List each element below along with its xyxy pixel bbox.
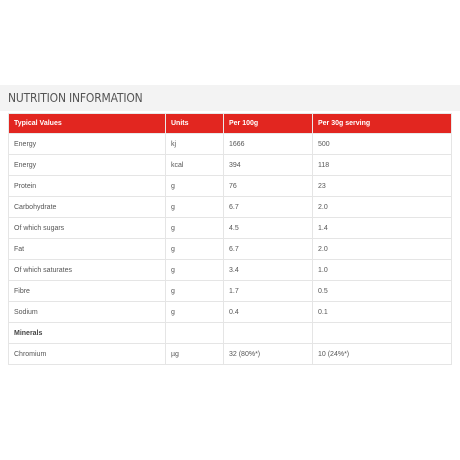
header-units: Units [166, 114, 224, 134]
cell-per-serving: 2.0 [313, 197, 452, 218]
cell-nutrient: Carbohydrate [9, 197, 166, 218]
cell-unit: g [166, 218, 224, 239]
cell-unit: kcal [166, 155, 224, 176]
cell-unit: µg [166, 344, 224, 365]
cell-per-100g: 3.4 [224, 260, 313, 281]
cell-unit [166, 323, 224, 344]
cell-nutrient: Energy [9, 155, 166, 176]
cell-per-serving: 0.1 [313, 302, 452, 323]
cell-nutrient: Of which sugars [9, 218, 166, 239]
table-row [9, 218, 452, 239]
table-row [9, 281, 452, 302]
cell-per-serving: 1.0 [313, 260, 452, 281]
cell-per-100g: 32 (80%*) [224, 344, 313, 365]
cell-per-100g: 4.5 [224, 218, 313, 239]
cell-unit: g [166, 176, 224, 197]
table-header-row [9, 114, 452, 134]
cell-unit: g [166, 239, 224, 260]
table-row [9, 302, 452, 323]
header-per-serving: Per 30g serving [313, 114, 452, 134]
cell-per-serving: 1.4 [313, 218, 452, 239]
cell-unit: kj [166, 134, 224, 155]
cell-unit: g [166, 281, 224, 302]
table-row [9, 134, 452, 155]
cell-nutrient: Chromium [9, 344, 166, 365]
cell-per-100g: 1.7 [224, 281, 313, 302]
cell-per-serving: 500 [313, 134, 452, 155]
cell-per-serving: 10 (24%*) [313, 344, 452, 365]
cell-unit: g [166, 197, 224, 218]
page-title: NUTRITION INFORMATION [8, 90, 143, 105]
cell-per-100g: 6.7 [224, 239, 313, 260]
table-row [9, 197, 452, 218]
cell-section-label: Minerals [9, 323, 166, 344]
cell-unit: g [166, 302, 224, 323]
table-row [9, 155, 452, 176]
cell-per-serving: 2.0 [313, 239, 452, 260]
cell-unit: g [166, 260, 224, 281]
cell-per-100g: 1666 [224, 134, 313, 155]
cell-per-serving: 0.5 [313, 281, 452, 302]
header-per-100g: Per 100g [224, 114, 313, 134]
cell-nutrient: Energy [9, 134, 166, 155]
nutrition-table [8, 113, 452, 365]
header-typical-values: Typical Values [9, 114, 166, 134]
table-section-row [9, 323, 452, 344]
cell-per-serving: 118 [313, 155, 452, 176]
cell-per-100g: 76 [224, 176, 313, 197]
table-row [9, 344, 452, 365]
cell-nutrient: Of which saturates [9, 260, 166, 281]
cell-per-100g: 394 [224, 155, 313, 176]
table-row [9, 176, 452, 197]
cell-per-100g: 0.4 [224, 302, 313, 323]
cell-per-100g: 6.7 [224, 197, 313, 218]
cell-nutrient: Protein [9, 176, 166, 197]
cell-per-100g [224, 323, 313, 344]
table-row [9, 239, 452, 260]
cell-nutrient: Fat [9, 239, 166, 260]
cell-nutrient: Sodium [9, 302, 166, 323]
cell-per-serving [313, 323, 452, 344]
table-row [9, 260, 452, 281]
cell-per-serving: 23 [313, 176, 452, 197]
cell-nutrient: Fibre [9, 281, 166, 302]
